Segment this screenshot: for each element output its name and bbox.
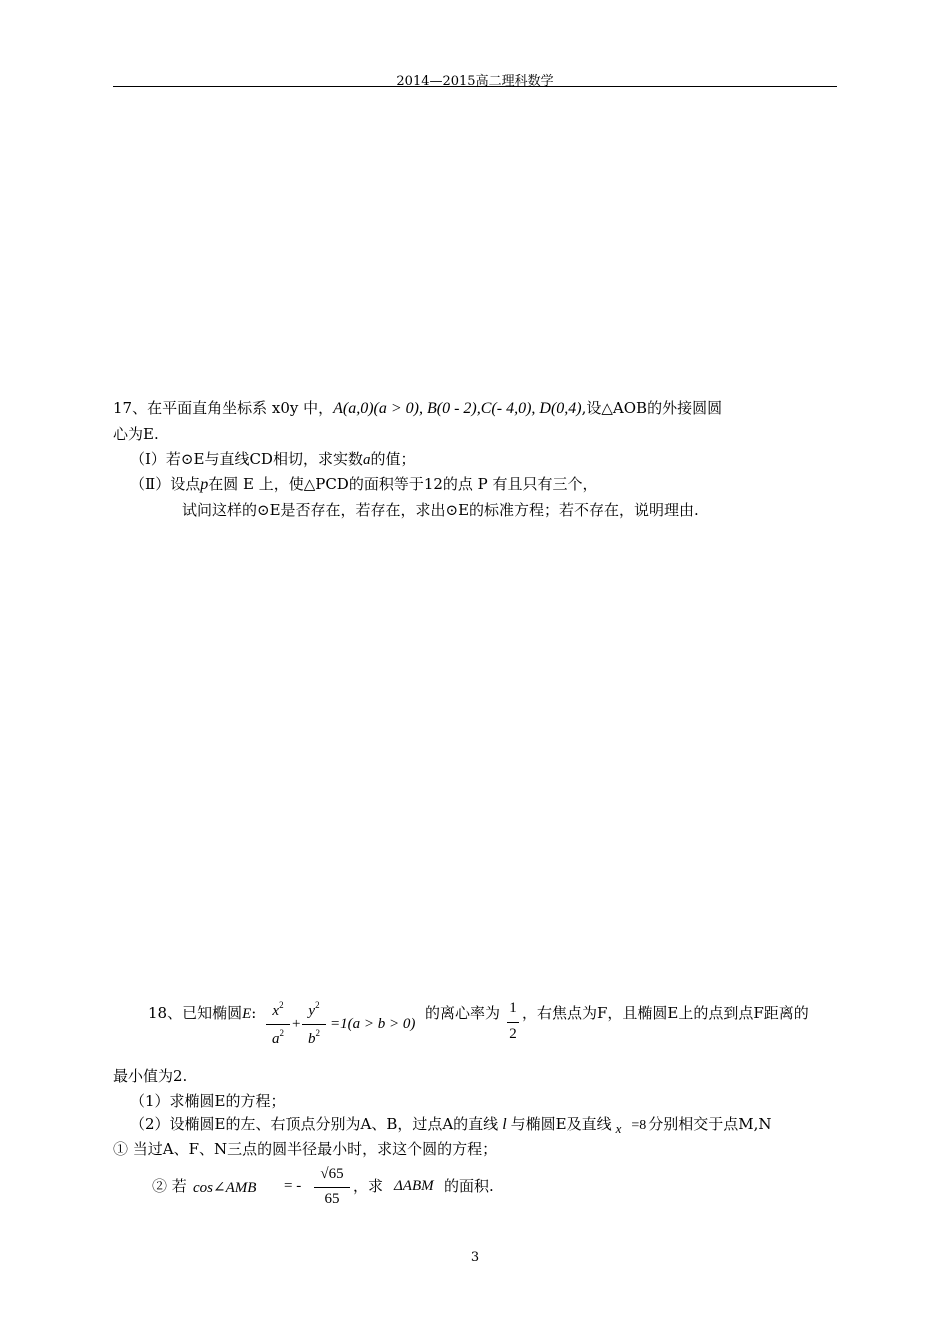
q18-line2: 最小值为2. [113, 1067, 188, 1085]
q18-part2-var: l [502, 1116, 507, 1133]
q18-sub2-eq: = - [284, 1178, 302, 1194]
q18-sub2-tail: 的面积. [444, 1177, 494, 1195]
q17-part2-line2: 试问这样的⊙E是否存在，若存在，求出⊙E的标准方程；若不存在，说明理由. [182, 501, 699, 519]
q17-part1-var: a [362, 452, 371, 468]
q18-ecc-text: 的离心率为 [425, 1004, 501, 1022]
q18-intro-colon: : [251, 1004, 257, 1022]
q18-after-ecc: ，右焦点为F，且椭圆E上的点到点F距离的 [522, 1004, 809, 1022]
q18-sub2-frac [314, 1163, 350, 1213]
q17-part2 [130, 474, 598, 495]
q17-line1 [113, 398, 722, 419]
q17-part1-text: （Ⅰ）若⊙E与直线CD相切，求实数 [130, 450, 363, 468]
frac-x-den-exp: 2 [279, 1028, 284, 1038]
q18-part2-mid: 与椭圆E及直线 [510, 1115, 612, 1133]
frac-y-num: y [308, 1003, 316, 1019]
q18-sub2-triangle: ΔABM [394, 1178, 434, 1194]
header-title: 2014—2015高二理科数学 [396, 74, 554, 89]
frac-y-exp: 2 [315, 1000, 320, 1010]
page-number: 3 [470, 1250, 480, 1265]
q18-part2-eq-x: x [615, 1121, 622, 1136]
q17-prefix: 17、在平面直角坐标系 x0y 中， [113, 399, 334, 417]
q18-sub2-prefix: ② 若 [152, 1177, 187, 1195]
frac-x-num: x [272, 1003, 280, 1019]
header-divider [113, 86, 837, 87]
q18-frac-x [266, 998, 290, 1052]
sub2-den: 65 [324, 1191, 340, 1207]
q17-points-math: A(a,0)(a > 0), B(0 - 2),C(- 4,0), D(0,4) [333, 400, 582, 417]
q18-intro-text: 18、已知椭圆 [148, 1004, 243, 1022]
q18-intro [148, 1003, 256, 1024]
frac-x-exp: 2 [279, 1000, 284, 1010]
frac-y-bar [302, 1024, 326, 1025]
q17-part1-tail: 的值； [370, 450, 416, 468]
ecc-bar [507, 1022, 519, 1023]
q18-ecc-frac [507, 998, 519, 1048]
frac-y-den: b [308, 1031, 316, 1047]
q18-part2 [130, 1114, 772, 1136]
q17-part2-var: p [200, 476, 209, 493]
ecc-den: 2 [509, 1026, 517, 1042]
sub2-num: √65 [320, 1166, 344, 1182]
q18-intro-var: E [242, 1006, 252, 1022]
q18-part2-eq-rest: =8 [631, 1118, 647, 1133]
q18-eq-tail: =1(a > b > 0) [330, 1016, 416, 1032]
q17-line2: 心为E. [113, 425, 159, 443]
frac-x-bar [266, 1024, 290, 1025]
q17-part2-text: （Ⅱ）设点 [130, 475, 201, 493]
q17-suffix: ,设△AOB的外接圆圆 [581, 399, 723, 417]
q17-part2-tail: 在圆 E 上，使△PCD的面积等于12的点 P 有且只有三个， [208, 475, 598, 493]
q18-frac-y [302, 998, 326, 1052]
q18-plus: + [292, 1016, 301, 1032]
q18-part2-text: （2）设椭圆E的左、右顶点分别为A、B，过点A的直线 [130, 1115, 499, 1133]
q18-sub2-cos: cos∠AMB [193, 1180, 257, 1196]
sub2-bar [314, 1187, 350, 1188]
q18-part1: （1）求椭圆E的方程； [130, 1092, 286, 1110]
ecc-num: 1 [509, 1000, 517, 1016]
q18-sub1: ① 当过A、F、N三点的圆半径最小时，求这个圆的方程； [113, 1140, 498, 1158]
frac-y-den-exp: 2 [315, 1028, 320, 1038]
frac-x-den: a [272, 1031, 280, 1047]
q18-part2-tail: 分别相交于点M,N [648, 1115, 772, 1133]
q18-sub2-qiu: ，求 [353, 1177, 384, 1195]
q17-part1 [130, 449, 415, 470]
